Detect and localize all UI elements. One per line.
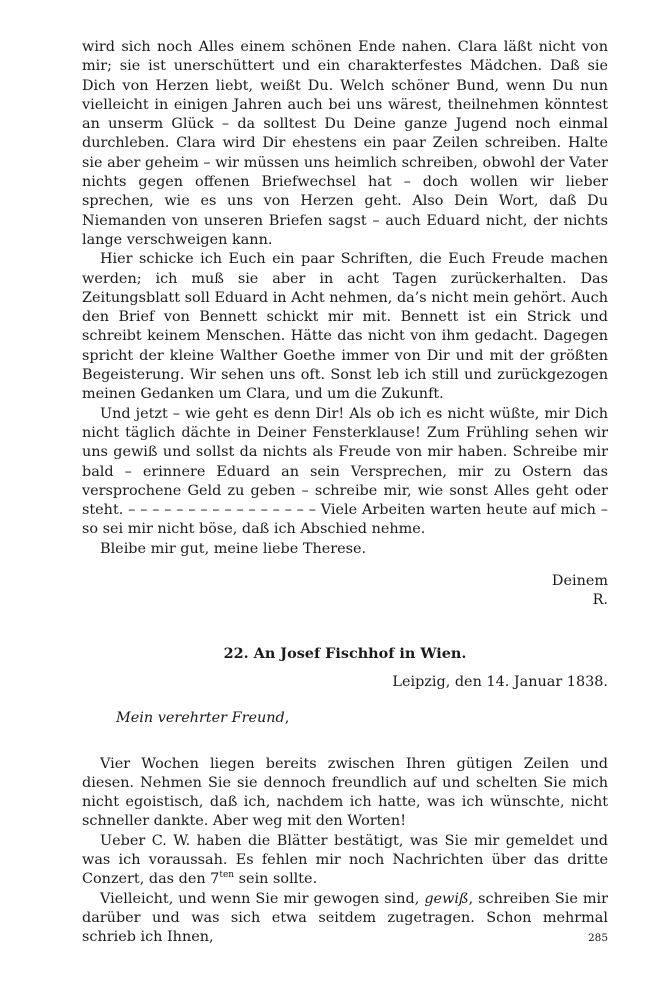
letter2-dateline: Leipzig, den 14. Januar 1838. [392, 673, 608, 690]
salutation-comma: , [284, 710, 290, 727]
letter1-paragraph-1: wird sich noch Alles einem schönen Ende nahen. Clara läßt nicht von mir; sie ist unerschüttert und ein charakterfestes Mädchen. Daß sie Dich von Herzen liebt, weißt Du. Welch schöner Bund, wenn Du nun vielleicht in einigen Jahren auch bei uns wärest, theilnehmen könntest an unserm Glück – da solltest Du Deine ganze Jugend noch einmal durchleben. Clara wird Dir ehestens ein paar Zeilen schreiben. Halte sie aber geheim – wir müssen uns heimlich schreiben, obwohl der Vater nichts gegen offenen Briefwechsel hat – doch wollen wir lieber sprechen, wie es uns von Herzen geht. Also Dein Wort, daß Du Niemanden von unseren Briefen sagst – auch Eduard nicht, der nichts lange verschweigen kann. [82, 39, 608, 248]
paragraph-2-text-a: Ueber C. W. haben die Blätter bestätigt, was Sie mir gemeldet und was ich voraussah. Es fehlen mir noch Nachrichten über das dritte Conzert, das den 7 [82, 832, 608, 888]
letter2-paragraph-2 [82, 832, 608, 890]
letter1-paragraph-4: Bleibe mir gut, meine liebe Therese. [100, 540, 367, 557]
letter1-signature [82, 572, 608, 611]
paragraph-3-emphasis: gewiß [424, 890, 469, 907]
salutation-text: Mein verehrter Freund [116, 710, 285, 727]
letter1-paragraph-2: Hier schicke ich Euch ein paar Schriften, die Euch Freude machen werden; ich muß sie aber in acht Tagen zurückerhalten. Das Zeitungsblatt soll Eduard in Acht nehmen, da’s nicht mein gehört. Auch den Brief von Bennett schickt mir mit. Bennett ist ein Strick und schreibt keinem Menschen. Hätte das nicht von ihm gedacht. Dagegen spricht der kleine Walther Goethe immer von Dir und mit der größten Begeisterung. Wir sehen uns oft. Sonst leb ich still und zurückgezogen meinen Gedanken um Clara, und um die Zukunft. [82, 251, 608, 403]
paragraph-3-text-b: , schreiben Sie mir darüber und was sich etwa seitdem zugetragen. Schon mehrmal schrieb ich Ihnen, [82, 890, 608, 946]
letter2-heading: 22. An Josef Fischhof in Wien. [223, 644, 467, 662]
letter2-paragraph-1: Vier Wochen liegen bereits zwischen Ihren gütigen Zeilen und diesen. Nehmen Sie sie dennoch freundlich auf und schelten Sie mich nicht egoistisch, daß ich, nachdem ich hatte, was ich wünschte, nicht schneller dankte. Aber weg mit den Worten! [82, 755, 608, 830]
page-number: 285 [587, 932, 608, 944]
paragraph-3-text-a: Vielleicht, und wenn Sie mir gewogen sind, [100, 890, 425, 907]
page-body [82, 38, 608, 947]
letter1-paragraph-3: Und jetzt – wie geht es denn Dir! Als ob ich es nicht wüßte, mir Dich nicht täglich dächte in Deiner Fensterklause! Zum Frühling sehen wir uns gewiß und sollst da nichts als Freude von mir haben. Schreibe mir bald – erinnere Eduard an sein Versprechen, mir zu Ostern das versprochene Geld zu geben – schreibe mir, wie sonst Alles geht oder steht. – – – – – – – – – – – – – – – – Viele Arbeiten warten heute auf mich – so sei mir nicht böse, daß ich Abschied nehme. [82, 405, 608, 538]
letter2-paragraph-3 [82, 890, 608, 948]
signature-line-1: Deinem [551, 573, 608, 590]
letter2-salutation [82, 709, 608, 728]
paragraph-2-text-b: sein sollte. [234, 871, 318, 888]
paragraph-2-superscript: ten [219, 870, 235, 881]
signature-line-2: R. [592, 592, 608, 609]
spacer [82, 729, 608, 755]
